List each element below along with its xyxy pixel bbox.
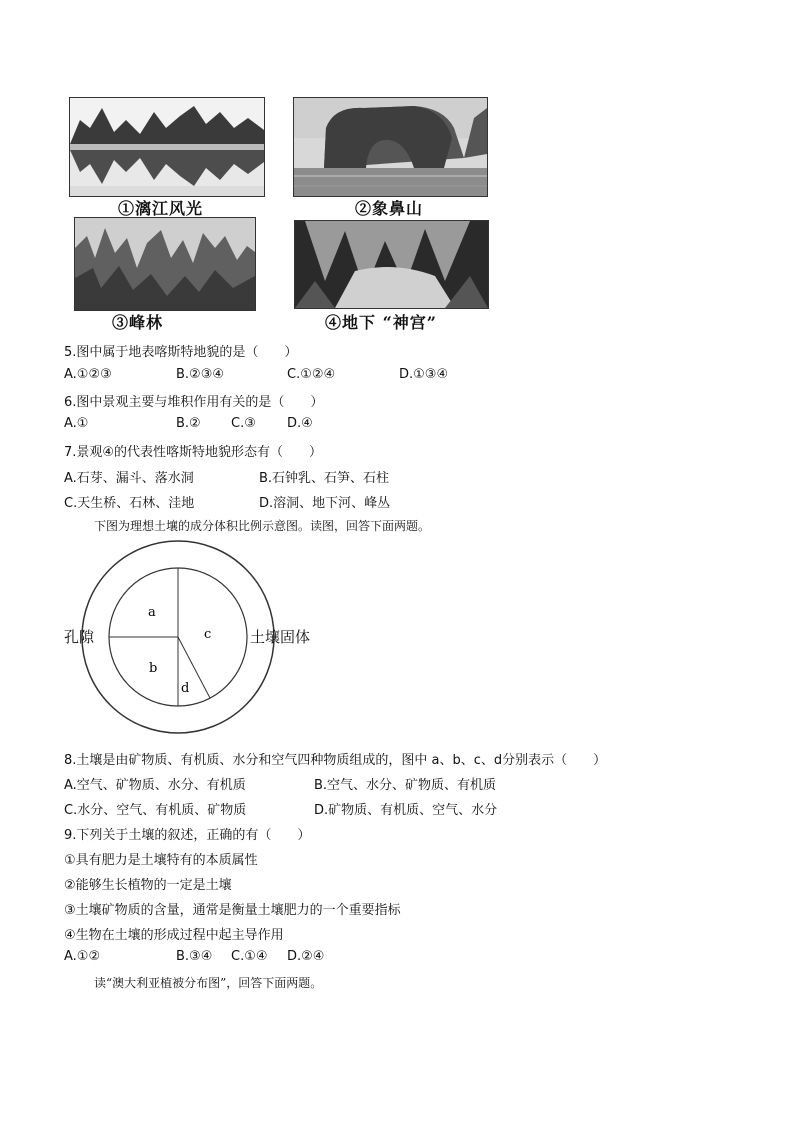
- q8-option-c[interactable]: C.水分、空气、有机质、矿物质: [64, 803, 247, 818]
- q7-option-a[interactable]: A.石芽、漏斗、落水洞: [64, 471, 194, 486]
- q5-option-a[interactable]: A.①②③: [64, 367, 112, 382]
- fenglin-image: [75, 218, 255, 310]
- label-pores: 孔隙: [64, 628, 95, 646]
- segment-label-c: c: [204, 627, 212, 642]
- question-9-stem: 9.下列关于土壤的叙述，正确的有（ ）: [64, 828, 311, 843]
- q6-option-c[interactable]: C.③: [231, 416, 256, 431]
- q5-option-d[interactable]: D.①③④: [399, 367, 449, 382]
- q9-statement-1: ①具有肥力是土壤特有的本质属性: [64, 853, 258, 868]
- question-6-stem: 6.图中景观主要与堆积作用有关的是（ ）: [64, 395, 324, 410]
- segment-label-a: a: [148, 605, 156, 620]
- photo-caption-lijiang: ①漓江风光: [118, 199, 204, 218]
- q7-option-b[interactable]: B.石钟乳、石笋、石柱: [259, 471, 390, 486]
- question-8-stem: 8.土壤是由矿物质、有机质、水分和空气四种物质组成的，图中 a、b、c、d分别表示（ ）: [64, 753, 607, 768]
- q9-statement-2: ②能够生长植物的一定是土壤: [64, 878, 232, 893]
- q5-option-c[interactable]: C.①②④: [287, 367, 336, 382]
- q8-option-a[interactable]: A.空气、矿物质、水分、有机质: [64, 778, 246, 793]
- question-7-stem: 7.景观④的代表性喀斯特地貌形态有（ ）: [64, 445, 323, 460]
- q9-option-a[interactable]: A.①②: [64, 949, 101, 964]
- segment-label-b: b: [149, 661, 158, 676]
- q5-option-b[interactable]: B.②③④: [176, 367, 225, 382]
- q9-statement-4: ④生物在土壤的形成过程中起主导作用: [64, 928, 284, 943]
- q8-option-b[interactable]: B.空气、水分、矿物质、有机质: [314, 778, 497, 793]
- question-5-stem: 5.图中属于地表喀斯特地貌的是（ ）: [64, 345, 298, 360]
- photo-fenglin: [74, 217, 256, 311]
- xiangbishan-image: [294, 98, 487, 196]
- q9-option-b[interactable]: B.③④: [176, 949, 213, 964]
- photo-caption-dixiashengong: ④地下 “神宫”: [325, 313, 437, 332]
- q7-option-c[interactable]: C.天生桥、石林、洼地: [64, 496, 195, 511]
- q6-option-d[interactable]: D.④: [287, 416, 313, 431]
- photo-caption-fenglin: ③峰林: [112, 313, 164, 332]
- q6-option-b[interactable]: B.②: [176, 416, 201, 431]
- lijiang-image: [70, 98, 264, 196]
- photo-dixiashengong: [294, 220, 489, 309]
- q9-option-d[interactable]: D.②④: [287, 949, 325, 964]
- q9-option-c[interactable]: C.①④: [231, 949, 268, 964]
- q9-statement-3: ③土壤矿物质的含量，通常是衡量土壤肥力的一个重要指标: [64, 903, 401, 918]
- photo-caption-xiangbishan: ②象鼻山: [355, 199, 424, 218]
- q7-option-d[interactable]: D.溶洞、地下河、峰丛: [259, 496, 391, 511]
- photo-lijiang: [69, 97, 265, 197]
- photo-xiangbishan: [293, 97, 488, 197]
- q8-option-d[interactable]: D.矿物质、有机质、空气、水分: [314, 803, 498, 818]
- intro-soil-diagram: 下图为理想土壤的成分体积比例示意图。读图，回答下面两题。: [94, 519, 431, 533]
- cave-image: [295, 221, 488, 308]
- segment-label-d: d: [181, 681, 190, 696]
- q6-option-a[interactable]: A.①: [64, 416, 89, 431]
- label-soil-solids: 土壤固体: [250, 628, 311, 646]
- intro-australia-vegetation: 读“澳大利亚植被分布图”，回答下面两题。: [94, 976, 323, 990]
